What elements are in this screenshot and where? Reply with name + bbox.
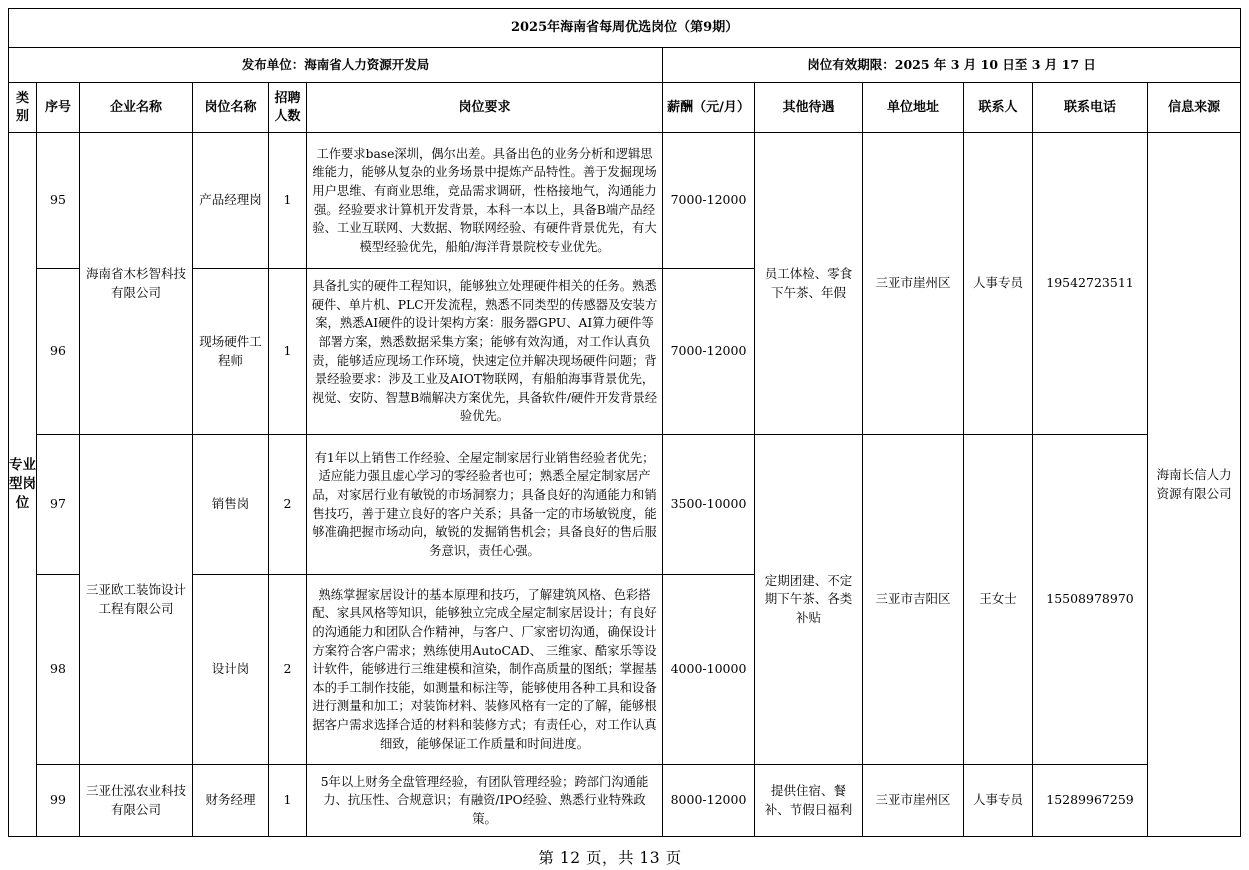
- position-requirements: 熟练掌握家居设计的基本原理和技巧，了解建筑风格、色彩搭配、家具风格等知识，能够独立完成全屋定制家居设计；有良好的沟通能力和团队合作精神，与客户、厂家密切沟通，确保设计方案符合客户需求；熟练使用AutoCAD、 三维家、酷家乐等设计软件，能够进行三维建模和渲染，制作高质量的图纸；掌握基本的手工制作技能，如测量和标注等，能够使用各种工具和设备进行测量和加工；对装饰材料、装修风格有一定的了解，能够根据客户需求选择合适的材料和装修方式；有责任心，对工作认真细致，能够保证工作质量和时间进度。: [307, 575, 663, 765]
- validity-period: 岗位有效期限：2025 年 3 月 10 日至 3 月 17 日: [663, 48, 1241, 83]
- header-company: 企业名称: [80, 83, 193, 133]
- position-name: 产品经理岗: [193, 133, 269, 269]
- recruit-count: 2: [269, 575, 307, 765]
- contact-person: 人事专员: [964, 133, 1033, 435]
- header-category: 类别: [9, 83, 37, 133]
- contact-person: 人事专员: [964, 765, 1033, 837]
- salary: 8000-12000: [663, 765, 755, 837]
- benefits: 定期团建、不定期下午茶、各类补贴: [755, 435, 863, 765]
- contact-phone: 15508978970: [1033, 435, 1148, 765]
- header-salary: 薪酬（元/月）: [663, 83, 755, 133]
- company-address: 三亚市崖州区: [863, 133, 964, 435]
- recruit-count: 1: [269, 133, 307, 269]
- row-seq: 95: [37, 133, 80, 269]
- benefits: 提供住宿、餐补、节假日福利: [755, 765, 863, 837]
- publisher: 发布单位：海南省人力资源开发局: [9, 48, 663, 83]
- row-seq: 98: [37, 575, 80, 765]
- table-row: [9, 435, 1241, 575]
- company-name: 三亚欧工装饰设计工程有限公司: [80, 435, 193, 765]
- company-address: 三亚市崖州区: [863, 765, 964, 837]
- info-source: 海南长信人力资源有限公司: [1148, 133, 1241, 837]
- position-name: 设计岗: [193, 575, 269, 765]
- table-row: [9, 765, 1241, 837]
- position-name: 现场硬件工程师: [193, 269, 269, 435]
- company-address: 三亚市吉阳区: [863, 435, 964, 765]
- header-benefits: 其他待遇: [755, 83, 863, 133]
- salary: 4000-10000: [663, 575, 755, 765]
- position-requirements: 工作要求base深圳，偶尔出差。具备出色的业务分析和逻辑思维能力，能够从复杂的业务场景中提炼产品特性。善于发掘现场用户思维、有商业思维，竞品需求调研，性格接地气，沟通能力强。经验要求计算机开发背景，本科一本以上，具备B端产品经验、工业互联网、大数据、物联网经验、有硬件背景优先，有大模型经验优先，船舶/海洋背景院校专业优先。: [307, 133, 663, 269]
- row-seq: 96: [37, 269, 80, 435]
- position-requirements: 5年以上财务全盘管理经验，有团队管理经验；跨部门沟通能力、抗压性、合规意识；有融资/IPO经验、熟悉行业特殊政策。: [307, 765, 663, 837]
- company-name: 海南省木杉智科技有限公司: [80, 133, 193, 435]
- header-contact: 联系人: [964, 83, 1033, 133]
- contact-phone: 19542723511: [1033, 133, 1148, 435]
- benefits: 员工体检、零食下午茶、年假: [755, 133, 863, 435]
- contact-person: 王女士: [964, 435, 1033, 765]
- header-row: [9, 83, 1241, 133]
- row-seq: 99: [37, 765, 80, 837]
- header-recruit: 招聘人数: [269, 83, 307, 133]
- row-seq: 97: [37, 435, 80, 575]
- header-seq: 序号: [37, 83, 80, 133]
- header-source: 信息来源: [1148, 83, 1241, 133]
- header-address: 单位地址: [863, 83, 964, 133]
- salary: 7000-12000: [663, 133, 755, 269]
- company-name: 三亚仕泓农业科技有限公司: [80, 765, 193, 837]
- header-phone: 联系电话: [1033, 83, 1148, 133]
- contact-phone: 15289967259: [1033, 765, 1148, 837]
- table-row: [9, 133, 1241, 269]
- recruit-count: 1: [269, 765, 307, 837]
- meta-row: [9, 48, 1241, 83]
- document-title: 2025年海南省每周优选岗位（第9期）: [9, 9, 1241, 48]
- recruit-count: 1: [269, 269, 307, 435]
- page-footer: 第 12 页，共 13 页: [538, 849, 682, 867]
- salary: 7000-12000: [663, 269, 755, 435]
- position-name: 财务经理: [193, 765, 269, 837]
- position-requirements: 有1年以上销售工作经验、全屋定制家居行业销售经验者优先；适应能力强且虚心学习的零经验者也可；熟悉全屋定制家居产品，对家居行业有敏锐的市场洞察力；具备良好的沟通能力和销售技巧，善于建立良好的客户关系；具备一定的市场敏锐度，能够准确把握市场动向，敏锐的发掘销售机会；具备良好的售后服务意识，责任心强。: [307, 435, 663, 575]
- recruit-count: 2: [269, 435, 307, 575]
- header-requirements: 岗位要求: [307, 83, 663, 133]
- position-requirements: 具备扎实的硬件工程知识，能够独立处理硬件相关的任务。熟悉硬件、单片机、PLC开发流程，熟悉不同类型的传感器及安装方案，熟悉AI硬件的设计架构方案：服务器GPU、AI算力硬件等部署方案，熟悉数据采集方案；能够有效沟通，对工作认真负责，能够适应现场工作环境，快速定位并解决现场硬件问题；背景经验要求：涉及工业及AIOT物联网，有船舶海事背景优先，视觉、安防、智慧B端解决方案优先，具备软件/硬件开发背景经验优先。: [307, 269, 663, 435]
- category-cell: 专业型岗位: [9, 133, 37, 837]
- title-row: [9, 9, 1241, 48]
- job-listing-table: [8, 8, 1241, 837]
- header-position: 岗位名称: [193, 83, 269, 133]
- position-name: 销售岗: [193, 435, 269, 575]
- salary: 3500-10000: [663, 435, 755, 575]
